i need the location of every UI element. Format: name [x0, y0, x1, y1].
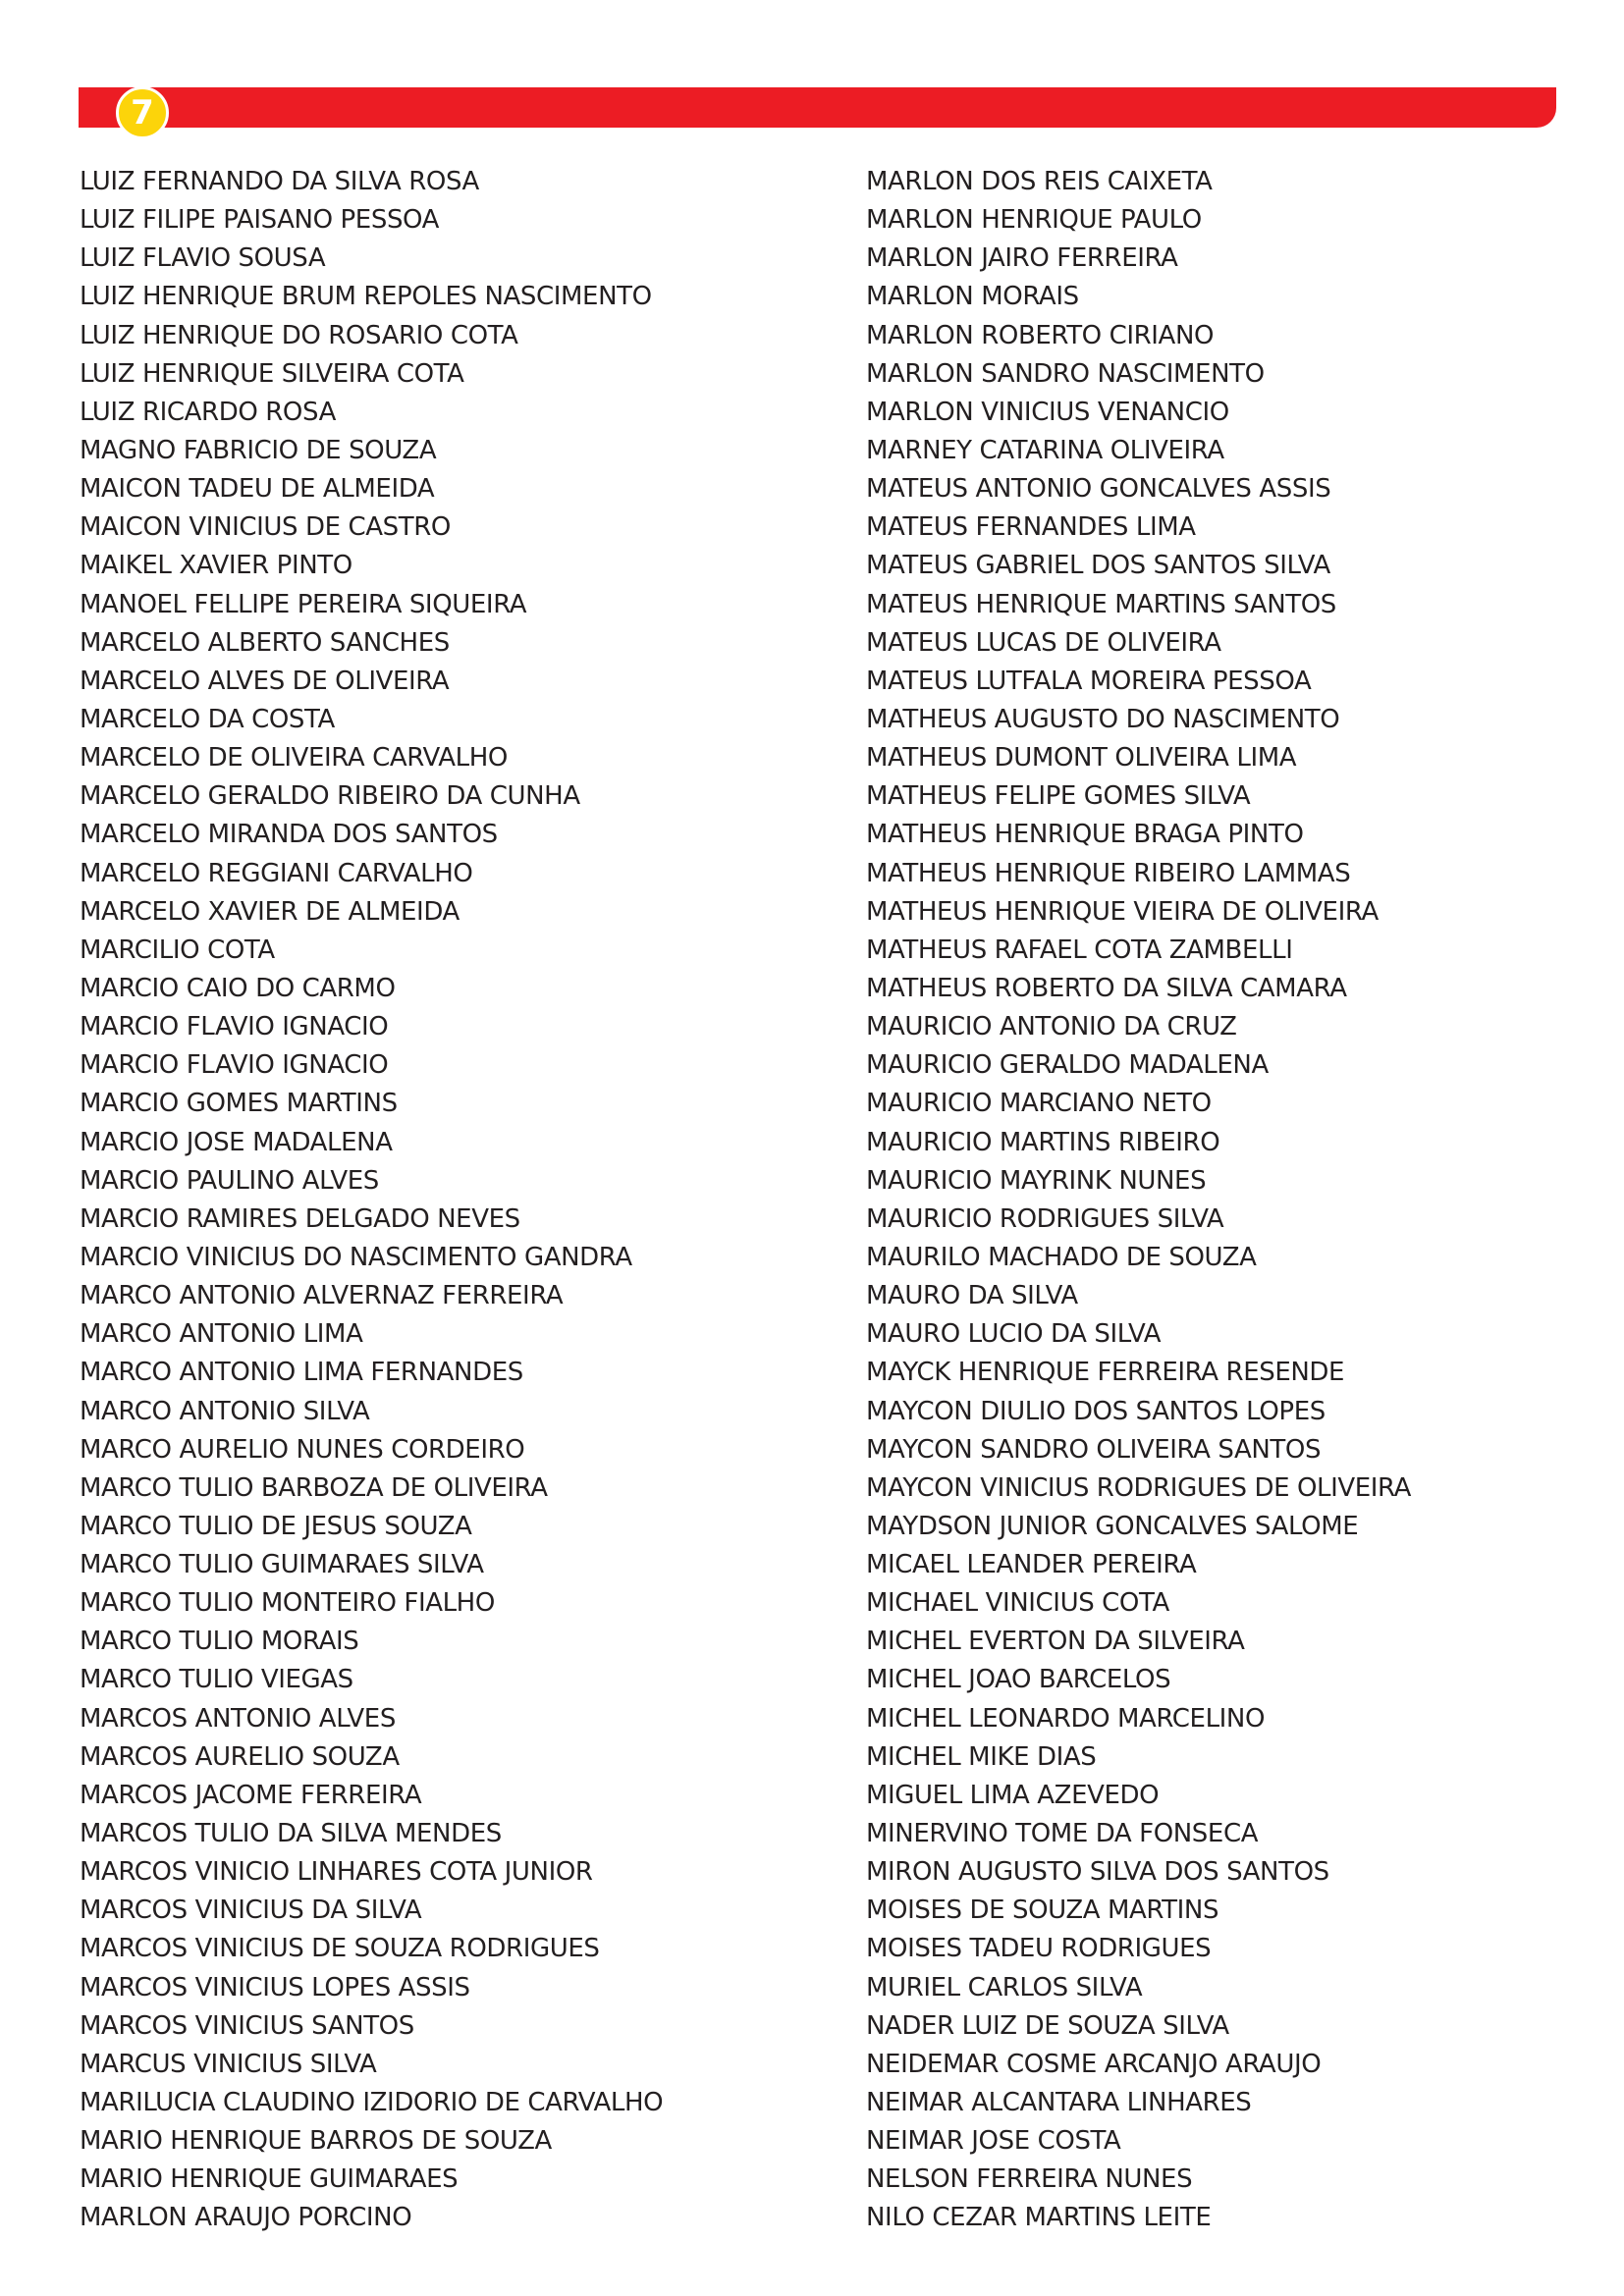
name-entry: NEIDEMAR COSME ARCANJO ARAUJO — [866, 2049, 1322, 2079]
name-entry: MARCOS VINICIUS DA SILVA — [80, 1896, 422, 1926]
name-entry: MARCELO MIRANDA DOS SANTOS — [80, 820, 498, 850]
name-entry: MARCIO JOSE MADALENA — [80, 1127, 393, 1157]
name-entry: MATHEUS HENRIQUE VIEIRA DE OLIVEIRA — [866, 896, 1379, 927]
name-list-right — [866, 163, 1553, 2238]
name-entry: MARCIO FLAVIO IGNACIO — [80, 1012, 389, 1042]
name-entry: MARCOS AURELIO SOUZA — [80, 1741, 400, 1772]
name-entry: MATHEUS ROBERTO DA SILVA CAMARA — [866, 973, 1347, 1003]
name-entry: MARCUS VINICIUS SILVA — [80, 2049, 377, 2079]
name-entry: MARIO HENRIQUE GUIMARAES — [80, 2164, 459, 2195]
name-entry: MURIEL CARLOS SILVA — [866, 1972, 1143, 2002]
name-entry: MAURICIO MARCIANO NETO — [866, 1089, 1212, 1119]
name-entry: MAYCON VINICIUS RODRIGUES DE OLIVEIRA — [866, 1472, 1412, 1503]
name-entry: MATHEUS AUGUSTO DO NASCIMENTO — [866, 704, 1340, 734]
name-entry: MATEUS HENRIQUE MARTINS SANTOS — [866, 589, 1336, 619]
name-entry: MAICON VINICIUS DE CASTRO — [80, 512, 451, 543]
name-entry: MAYCK HENRIQUE FERREIRA RESENDE — [866, 1358, 1345, 1388]
name-entry: MARCIO VINICIUS DO NASCIMENTO GANDRA — [80, 1242, 632, 1272]
name-entry: MICHEL JOAO BARCELOS — [866, 1665, 1171, 1695]
name-entry: MATEUS LUCAS DE OLIVEIRA — [866, 627, 1221, 658]
name-entry: LUIZ FLAVIO SOUSA — [80, 243, 326, 274]
name-entry: MARCELO DE OLIVEIRA CARVALHO — [80, 743, 508, 774]
name-entry: LUIZ FILIPE PAISANO PESSOA — [80, 205, 440, 236]
name-list-left — [80, 163, 826, 2238]
name-entry: MARCELO XAVIER DE ALMEIDA — [80, 896, 460, 927]
name-entry: MATHEUS HENRIQUE RIBEIRO LAMMAS — [866, 858, 1351, 888]
name-entry: MARLON VINICIUS VENANCIO — [866, 397, 1229, 427]
header-bar — [79, 87, 1556, 128]
name-entry: MARLON SANDRO NASCIMENTO — [866, 358, 1265, 389]
name-entry: MARNEY CATARINA OLIVEIRA — [866, 435, 1224, 465]
name-entry: MANOEL FELLIPE PEREIRA SIQUEIRA — [80, 589, 527, 619]
name-entry: MATEUS ANTONIO GONCALVES ASSIS — [866, 474, 1331, 505]
name-entry: MARCOS VINICIUS SANTOS — [80, 2010, 414, 2041]
name-entry: MARCO ANTONIO LIMA FERNANDES — [80, 1358, 523, 1388]
name-entry: MARCO AURELIO NUNES CORDEIRO — [80, 1434, 525, 1465]
name-entry: MATEUS GABRIEL DOS SANTOS SILVA — [866, 551, 1330, 581]
name-entry: MATEUS LUTFALA MOREIRA PESSOA — [866, 666, 1312, 696]
name-entry: MARLON ROBERTO CIRIANO — [866, 320, 1215, 350]
name-entry: MATHEUS FELIPE GOMES SILVA — [866, 781, 1251, 812]
name-entry: MARCOS ANTONIO ALVES — [80, 1703, 396, 1734]
name-entry: NILO CEZAR MARTINS LEITE — [866, 2203, 1212, 2233]
name-entry: MAURICIO MARTINS RIBEIRO — [866, 1127, 1220, 1157]
name-entry: MAURO LUCIO DA SILVA — [866, 1319, 1162, 1350]
name-entry: MARCIO FLAVIO IGNACIO — [80, 1050, 389, 1081]
name-entry: MIRON AUGUSTO SILVA DOS SANTOS — [866, 1857, 1329, 1888]
name-entry: MAICON TADEU DE ALMEIDA — [80, 474, 435, 505]
name-entry: MARCIO RAMIRES DELGADO NEVES — [80, 1203, 520, 1234]
name-entry: LUIZ FERNANDO DA SILVA ROSA — [80, 167, 479, 196]
name-entry: MAYDSON JUNIOR GONCALVES SALOME — [866, 1511, 1359, 1541]
name-entry: MARCO ANTONIO LIMA — [80, 1319, 363, 1350]
name-entry: MATHEUS RAFAEL COTA ZAMBELLI — [866, 934, 1293, 965]
name-entry: MARCILIO COTA — [80, 934, 275, 965]
name-entry: MAURICIO MAYRINK NUNES — [866, 1165, 1207, 1196]
name-entry: MARCO ANTONIO ALVERNAZ FERREIRA — [80, 1281, 564, 1311]
name-entry: MAYCON DIULIO DOS SANTOS LOPES — [866, 1396, 1326, 1426]
name-entry: MAURO DA SILVA — [866, 1281, 1078, 1311]
name-entry: LUIZ HENRIQUE BRUM REPOLES NASCIMENTO — [80, 282, 652, 312]
name-entry: MARLON MORAIS — [866, 282, 1079, 312]
name-entry: MIGUEL LIMA AZEVEDO — [866, 1780, 1160, 1810]
name-entry: MARCO TULIO MONTEIRO FIALHO — [80, 1588, 495, 1619]
name-entry: MAURILO MACHADO DE SOUZA — [866, 1242, 1257, 1272]
name-entry: MOISES TADEU RODRIGUES — [866, 1934, 1212, 1964]
name-entry: LUIZ RICARDO ROSA — [80, 397, 336, 427]
name-entry: MARCIO GOMES MARTINS — [80, 1089, 398, 1119]
name-entry: MARCO TULIO GUIMARAES SILVA — [80, 1550, 484, 1580]
name-entry: MATEUS FERNANDES LIMA — [866, 512, 1196, 543]
page-number-badge: 7 — [116, 86, 169, 139]
name-entry: MICHAEL VINICIUS COTA — [866, 1588, 1169, 1619]
name-entry: MATHEUS DUMONT OLIVEIRA LIMA — [866, 743, 1297, 774]
name-entry: NEIMAR JOSE COSTA — [866, 2126, 1121, 2157]
name-entry: MICAEL LEANDER PEREIRA — [866, 1550, 1197, 1580]
name-entry: MARLON DOS REIS CAIXETA — [866, 167, 1213, 196]
name-entry: MICHEL LEONARDO MARCELINO — [866, 1703, 1266, 1734]
name-entry: MARCO ANTONIO SILVA — [80, 1396, 370, 1426]
name-entry: MARLON ARAUJO PORCINO — [80, 2203, 412, 2233]
name-entry: MARLON JAIRO FERREIRA — [866, 243, 1178, 274]
name-entry: MAURICIO GERALDO MADALENA — [866, 1050, 1269, 1081]
name-entry: LUIZ HENRIQUE DO ROSARIO COTA — [80, 320, 518, 350]
name-entry: MARLON HENRIQUE PAULO — [866, 205, 1202, 236]
name-entry: MARCIO CAIO DO CARMO — [80, 973, 396, 1003]
name-entry: MAURICIO RODRIGUES SILVA — [866, 1203, 1224, 1234]
name-entry: MAIKEL XAVIER PINTO — [80, 551, 352, 581]
name-entry: MARILUCIA CLAUDINO IZIDORIO DE CARVALHO — [80, 2088, 664, 2118]
name-entry: MARCOS VINICIUS DE SOUZA RODRIGUES — [80, 1934, 600, 1964]
name-entry: NADER LUIZ DE SOUZA SILVA — [866, 2010, 1229, 2041]
name-entry: LUIZ HENRIQUE SILVEIRA COTA — [80, 358, 464, 389]
name-entry: NEIMAR ALCANTARA LINHARES — [866, 2088, 1252, 2118]
name-entry: MARCELO DA COSTA — [80, 704, 335, 734]
name-entry: MARCOS TULIO DA SILVA MENDES — [80, 1819, 502, 1849]
name-entry: MINERVINO TOME DA FONSECA — [866, 1819, 1259, 1849]
name-entry: MARCO TULIO MORAIS — [80, 1627, 359, 1657]
name-entry: MAGNO FABRICIO DE SOUZA — [80, 435, 437, 465]
name-entry: MARCOS VINICIUS LOPES ASSIS — [80, 1972, 470, 2002]
name-entry: MAYCON SANDRO OLIVEIRA SANTOS — [866, 1434, 1322, 1465]
name-entry: MARCOS JACOME FERREIRA — [80, 1780, 422, 1810]
name-entry: MARCELO GERALDO RIBEIRO DA CUNHA — [80, 781, 580, 812]
name-entry: MARCO TULIO DE JESUS SOUZA — [80, 1511, 472, 1541]
name-entry: MARCELO ALBERTO SANCHES — [80, 627, 450, 658]
name-entry: MICHEL EVERTON DA SILVEIRA — [866, 1627, 1245, 1657]
name-entry: MAURICIO ANTONIO DA CRUZ — [866, 1012, 1237, 1042]
name-entry: MARCIO PAULINO ALVES — [80, 1165, 379, 1196]
name-entry: MARCELO ALVES DE OLIVEIRA — [80, 666, 450, 696]
name-entry: MARCO TULIO BARBOZA DE OLIVEIRA — [80, 1472, 548, 1503]
name-entry: MARCOS VINICIO LINHARES COTA JUNIOR — [80, 1857, 593, 1888]
name-entry: MATHEUS HENRIQUE BRAGA PINTO — [866, 820, 1304, 850]
name-entry: NELSON FERREIRA NUNES — [866, 2164, 1193, 2195]
name-entry: MARCO TULIO VIEGAS — [80, 1665, 353, 1695]
name-entry: MARCELO REGGIANI CARVALHO — [80, 858, 473, 888]
name-entry: MOISES DE SOUZA MARTINS — [866, 1896, 1219, 1926]
name-entry: MICHEL MIKE DIAS — [866, 1741, 1097, 1772]
name-entry: MARIO HENRIQUE BARROS DE SOUZA — [80, 2126, 552, 2157]
